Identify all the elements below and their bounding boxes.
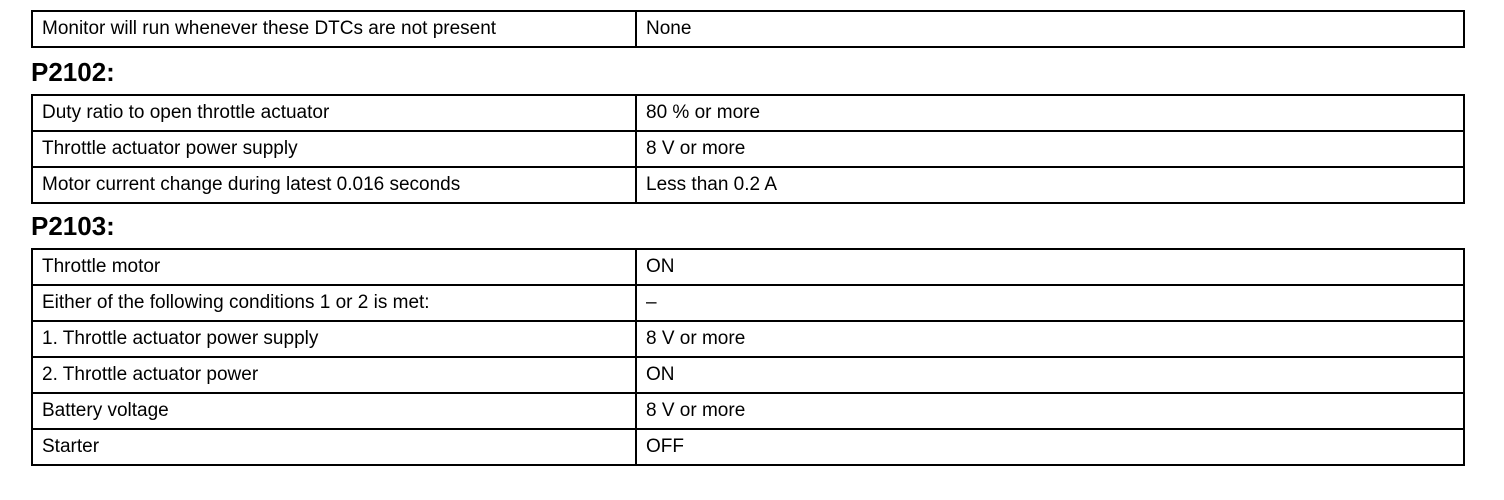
value-cell: 8 V or more [636, 131, 1464, 167]
monitor-table [31, 10, 1465, 48]
condition-cell: Monitor will run whenever these DTCs are not present [32, 11, 636, 47]
p2103-table [31, 248, 1465, 466]
table-row [32, 429, 1464, 465]
section-title-p2103: P2103: [31, 211, 115, 241]
condition-cell: 1. Throttle actuator power supply [32, 321, 636, 357]
table-row [32, 11, 1464, 47]
value-cell: 8 V or more [636, 393, 1464, 429]
table-row [32, 321, 1464, 357]
p2102-table [31, 94, 1465, 204]
table-row [32, 285, 1464, 321]
table-row [32, 131, 1464, 167]
table-row [32, 357, 1464, 393]
section-title-p2102: P2102: [31, 57, 115, 87]
table-row [32, 249, 1464, 285]
table-row [32, 393, 1464, 429]
value-cell: – [636, 285, 1464, 321]
table-row [32, 167, 1464, 203]
document [31, 10, 1463, 466]
value-cell: OFF [636, 429, 1464, 465]
condition-cell: Throttle motor [32, 249, 636, 285]
condition-cell: Duty ratio to open throttle actuator [32, 95, 636, 131]
condition-cell: Motor current change during latest 0.016 seconds [32, 167, 636, 203]
condition-cell: Starter [32, 429, 636, 465]
condition-cell: Throttle actuator power supply [32, 131, 636, 167]
condition-cell: Either of the following conditions 1 or 2 is met: [32, 285, 636, 321]
value-cell: 8 V or more [636, 321, 1464, 357]
condition-cell: Battery voltage [32, 393, 636, 429]
value-cell: 80 % or more [636, 95, 1464, 131]
value-cell: ON [636, 357, 1464, 393]
value-cell: None [636, 11, 1464, 47]
value-cell: Less than 0.2 A [636, 167, 1464, 203]
condition-cell: 2. Throttle actuator power [32, 357, 636, 393]
table-row [32, 95, 1464, 131]
value-cell: ON [636, 249, 1464, 285]
